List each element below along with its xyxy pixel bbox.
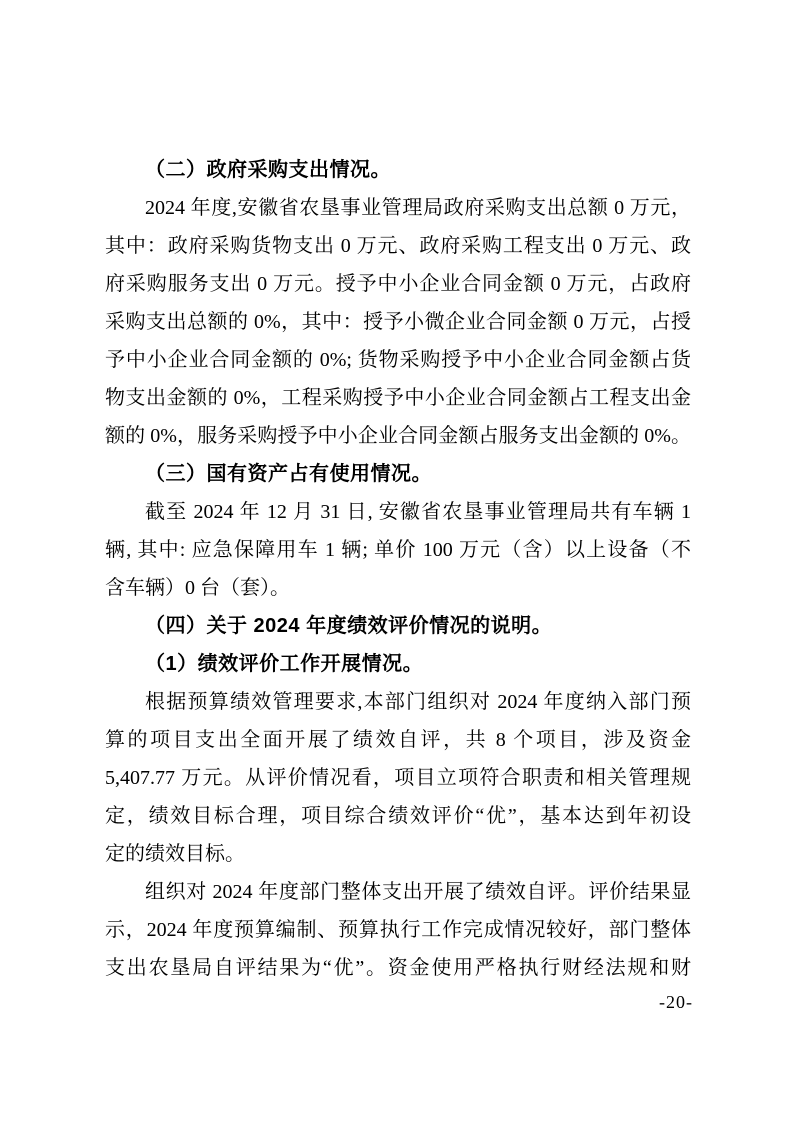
text-line: 含车辆）0 台（套）。 [105,577,290,599]
text-line: 其中：政府采购货物支出 0 万元、政府采购工程支出 0 万元、政 [105,235,691,257]
text-line: 根据预算绩效管理要求,本部门组织对 2024 年度纳入部门预 [145,691,691,713]
text-line: 2024 年度,安徽省农垦事业管理局政府采购支出总额 0 万元， [145,197,691,219]
text-line: 辆, 其中: 应急保障用车 1 辆; 单价 100 万元（含）以上设备（不 [105,539,691,561]
text-line: 府采购服务支出 0 万元。授予中小企业合同金额 0 万元，占政府 [105,273,691,295]
text-line: 示，2024 年度预算编制、预算执行工作完成情况较好，部门整体 [105,919,691,941]
section-heading-performance-evaluation: （四）关于 2024 年度绩效评价情况的说明。 [145,615,553,637]
text-line: 支出农垦局自评结果为“优”。资金使用严格执行财经法规和财 [105,957,691,979]
section-heading-state-assets: （三）国有资产占有使用情况。 [145,463,432,485]
text-line: 物支出金额的 0%，工程采购授予中小企业合同金额占工程支出金 [105,387,691,409]
text-line: 定的绩效目标。 [105,843,245,865]
page-content [105,151,691,987]
page-number: -20- [659,992,693,1012]
text-line: 组织对 2024 年度部门整体支出开展了绩效自评。评价结果显 [145,881,691,903]
text-line: 额的 0%，服务采购授予中小企业合同金额占服务支出金额的 0%。 [105,425,691,447]
text-line: 定，绩效目标合理，项目综合绩效评价“优”，基本达到年初设 [105,805,691,827]
subsection-heading-evaluation-work: （1）绩效评价工作开展情况。 [145,653,424,675]
text-line: 5,407.77 万元。从评价情况看，项目立项符合职责和相关管理规 [105,767,691,789]
text-line: 予中小企业合同金额的 0%; 货物采购授予中小企业合同金额占货 [105,349,691,371]
text-line: 截至 2024 年 12 月 31 日, 安徽省农垦事业管理局共有车辆 1 [145,501,691,523]
section-heading-procurement: （二）政府采购支出情况。 [145,159,391,181]
text-line: 算的项目支出全面开展了绩效自评，共 8 个项目，涉及资金 [105,729,691,751]
text-line: 采购支出总额的 0%，其中：授予小微企业合同金额 0 万元，占授 [105,311,691,333]
